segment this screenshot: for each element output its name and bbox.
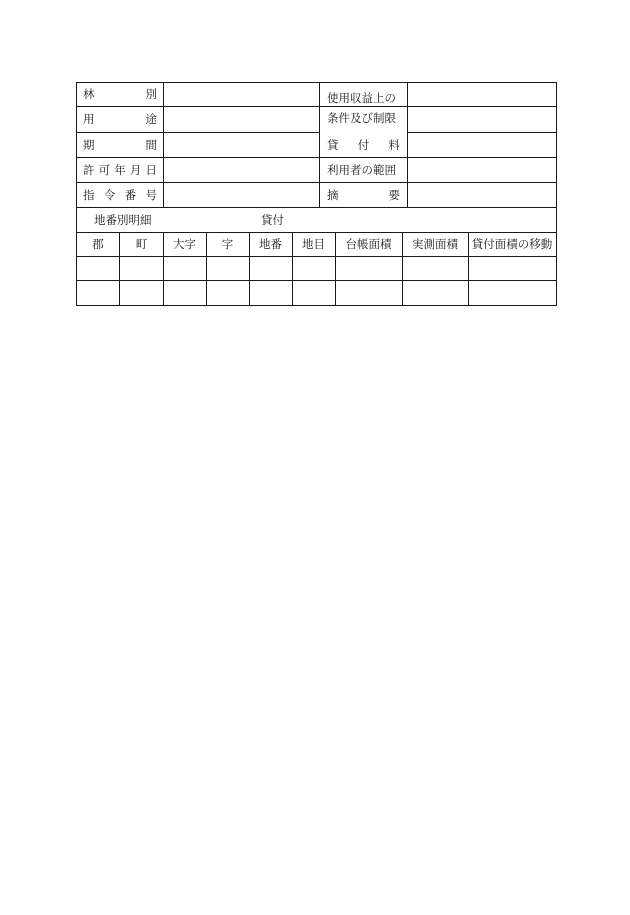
col-header-chiban: 地番 — [259, 237, 282, 251]
rule — [76, 82, 557, 83]
rule — [76, 82, 77, 306]
label-rinbetsu: 林 別 — [83, 87, 157, 101]
rule — [163, 82, 164, 208]
section-lease: 貸付 — [261, 213, 284, 227]
col-header-lease-area-change: 貸付面積の移動 — [471, 237, 553, 251]
col-header-chimoku: 地目 — [302, 237, 325, 251]
col-header-aza: 字 — [221, 237, 234, 251]
rule — [76, 132, 319, 133]
rule — [76, 207, 557, 208]
col-header-oaza: 大字 — [173, 237, 196, 251]
rule — [76, 256, 557, 257]
rule — [407, 82, 408, 208]
label-kikan: 期 間 — [83, 138, 157, 152]
label-user-scope: 利用者の範囲 — [327, 163, 396, 177]
col-header-ledger-area: 台帳面積 — [345, 237, 392, 251]
rule — [319, 82, 320, 208]
rule — [76, 232, 557, 233]
label-youto: 用 途 — [83, 112, 157, 126]
label-summary: 摘 要 — [327, 188, 400, 202]
lease-form — [76, 82, 557, 306]
col-header-measured-area: 実測面積 — [412, 237, 458, 251]
rule — [556, 82, 557, 306]
rule — [76, 157, 557, 158]
label-lease-fee: 貸 付 料 — [327, 138, 400, 152]
col-header-gun: 郡 — [92, 237, 104, 251]
section-lot-details: 地番別明細 — [94, 213, 152, 227]
col-header-machi: 町 — [135, 237, 148, 251]
rule — [76, 305, 557, 306]
rule — [407, 132, 557, 133]
label-permit-date: 許 可 年 月 日 — [83, 163, 157, 177]
rule — [76, 182, 557, 183]
label-conditions: 使用収益上の 条件及び制限 — [327, 91, 396, 125]
label-order-number: 指 令 番 号 — [83, 188, 157, 202]
rule — [76, 280, 557, 281]
rule — [76, 106, 557, 107]
